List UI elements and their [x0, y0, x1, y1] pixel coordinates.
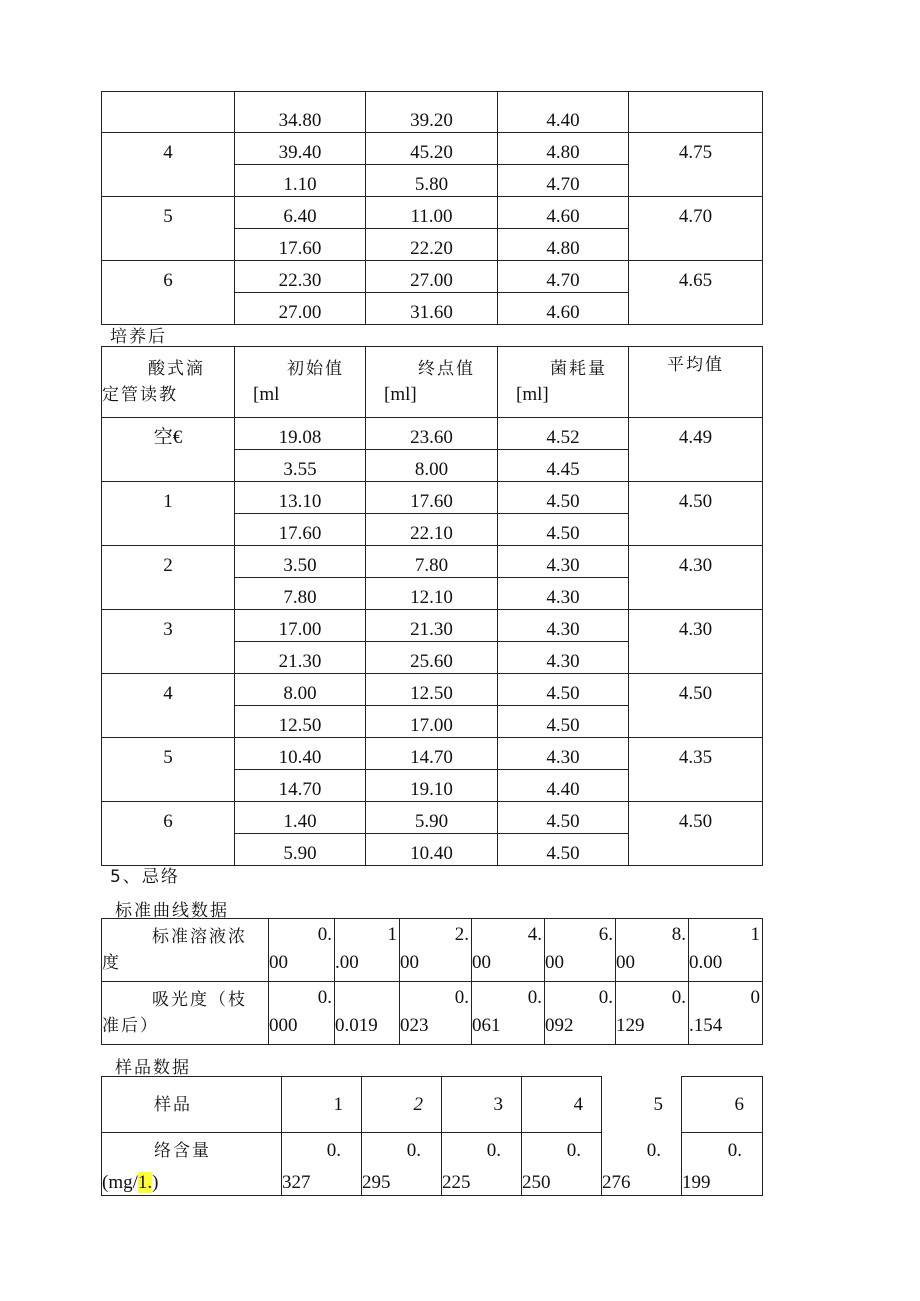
consumption-value: 4.50 — [498, 514, 629, 546]
chromium-content-label: 络含量 (mg/1.) — [102, 1133, 282, 1196]
initial-value: 6.40 — [235, 197, 366, 229]
consumption-value: 4.30 — [498, 546, 629, 578]
group-cell: 4 — [102, 133, 235, 197]
absorbance-value: 0. 129 — [616, 982, 689, 1045]
chromium-content-value: 0. 250 — [522, 1133, 602, 1196]
initial-value: 22.30 — [235, 261, 366, 293]
end-value: 45.20 — [366, 133, 498, 165]
initial-value: 34.80 — [235, 92, 366, 133]
absorbance-value: 0.019 — [335, 982, 400, 1045]
consumption-value: 4.70 — [498, 165, 629, 197]
absorbance-value: 0. 023 — [400, 982, 472, 1045]
end-value: 5.80 — [366, 165, 498, 197]
end-value: 10.40 — [366, 834, 498, 866]
consumption-value: 4.30 — [498, 578, 629, 610]
concentration-value: 1 .00 — [335, 919, 400, 982]
average-cell: 4.50 — [629, 482, 763, 546]
group-cell: 6 — [102, 261, 235, 325]
average-cell: 4.50 — [629, 674, 763, 738]
initial-value: 17.00 — [235, 610, 366, 642]
group-cell: 5 — [102, 197, 235, 261]
initial-value: 12.50 — [235, 706, 366, 738]
header-row — [102, 347, 763, 418]
consumption-value: 4.60 — [498, 293, 629, 325]
chromium-content-value: 0. 225 — [442, 1133, 522, 1196]
absorbance-row — [102, 982, 763, 1045]
absorbance-value: 0. 061 — [472, 982, 545, 1045]
titration-table-after — [101, 346, 763, 866]
table-row — [102, 418, 763, 450]
initial-value: 1.40 — [235, 802, 366, 834]
end-value: 5.90 — [366, 802, 498, 834]
concentration-value: 6. 00 — [545, 919, 616, 982]
caption-sample-data: 样品数据 — [115, 1058, 191, 1078]
chromium-content-value: 0. 295 — [362, 1133, 442, 1196]
caption-standard-curve: 标准曲线数据 — [115, 901, 229, 921]
average-cell: 4.35 — [629, 738, 763, 802]
end-value: 31.60 — [366, 293, 498, 325]
sample-data-table — [101, 1076, 763, 1196]
end-value: 19.10 — [366, 770, 498, 802]
end-value: 22.20 — [366, 229, 498, 261]
section-5-heading: 5、忌络 — [110, 867, 180, 887]
average-cell: 4.75 — [629, 133, 763, 197]
end-value: 7.80 — [366, 546, 498, 578]
consumption-value: 4.70 — [498, 261, 629, 293]
initial-value: 17.60 — [235, 514, 366, 546]
end-value: 11.00 — [366, 197, 498, 229]
initial-value: 17.60 — [235, 229, 366, 261]
consumption-value: 4.30 — [498, 642, 629, 674]
consumption-value: 4.40 — [498, 92, 629, 133]
caption-after-culture: 培养后 — [110, 327, 167, 347]
table-row — [102, 802, 763, 834]
sample-label: 样品 — [102, 1077, 282, 1133]
consumption-value: 4.40 — [498, 770, 629, 802]
absorbance-value: 0 .154 — [689, 982, 763, 1045]
chromium-content-row — [102, 1133, 763, 1196]
concentration-value: 1 0.00 — [689, 919, 763, 982]
consumption-value: 4.30 — [498, 610, 629, 642]
group-cell: 5 — [102, 738, 235, 802]
header-average: 平均值 — [629, 347, 763, 418]
end-value: 23.60 — [366, 418, 498, 450]
sample-number: 2 — [362, 1077, 442, 1133]
initial-value: 10.40 — [235, 738, 366, 770]
titration-table-continued — [101, 91, 763, 325]
initial-value: 39.40 — [235, 133, 366, 165]
consumption-value: 4.60 — [498, 197, 629, 229]
concentration-row — [102, 919, 763, 982]
initial-value: 3.55 — [235, 450, 366, 482]
average-cell: 4.65 — [629, 261, 763, 325]
average-cell: 4.30 — [629, 610, 763, 674]
header-consumption: 菌耗量 [ml] — [498, 347, 629, 418]
end-value: 12.10 — [366, 578, 498, 610]
concentration-value: 8. 00 — [616, 919, 689, 982]
initial-value: 5.90 — [235, 834, 366, 866]
table-row — [102, 92, 763, 133]
table-row — [102, 482, 763, 514]
chromium-content-value: 0. 276 — [602, 1133, 682, 1196]
initial-value: 21.30 — [235, 642, 366, 674]
consumption-value: 4.45 — [498, 450, 629, 482]
group-cell: 3 — [102, 610, 235, 674]
concentration-value: 2. 00 — [400, 919, 472, 982]
sample-number: 1 — [282, 1077, 362, 1133]
concentration-label: 标准溶液浓 度 — [102, 919, 269, 982]
consumption-value: 4.50 — [498, 482, 629, 514]
table-row — [102, 133, 763, 165]
group-cell: 4 — [102, 674, 235, 738]
consumption-value: 4.80 — [498, 229, 629, 261]
average-cell — [629, 92, 763, 133]
header-initial: 初始值 [ml — [235, 347, 366, 418]
group-cell: 2 — [102, 546, 235, 610]
end-value: 22.10 — [366, 514, 498, 546]
initial-value: 14.70 — [235, 770, 366, 802]
consumption-value: 4.50 — [498, 802, 629, 834]
absorbance-value: 0. 092 — [545, 982, 616, 1045]
end-value: 14.70 — [366, 738, 498, 770]
sample-number: 6 — [682, 1077, 763, 1133]
initial-value: 13.10 — [235, 482, 366, 514]
group-cell: 1 — [102, 482, 235, 546]
initial-value: 27.00 — [235, 293, 366, 325]
header-end: 终点值 [ml] — [366, 347, 498, 418]
consumption-value: 4.80 — [498, 133, 629, 165]
chromium-content-value: 0. 327 — [282, 1133, 362, 1196]
sample-number: 3 — [442, 1077, 522, 1133]
table-row — [102, 674, 763, 706]
table-row — [102, 738, 763, 770]
standard-curve-table — [101, 918, 763, 1045]
end-value: 25.60 — [366, 642, 498, 674]
table-row — [102, 610, 763, 642]
concentration-value: 0. 00 — [269, 919, 335, 982]
group-cell: 6 — [102, 802, 235, 866]
initial-value: 7.80 — [235, 578, 366, 610]
end-value: 12.50 — [366, 674, 498, 706]
table-row — [102, 546, 763, 578]
header-burette: 酸式滴 定管读教 — [102, 347, 235, 418]
end-value: 8.00 — [366, 450, 498, 482]
chromium-content-value: 0. 199 — [682, 1133, 763, 1196]
consumption-value: 4.50 — [498, 674, 629, 706]
consumption-value: 4.30 — [498, 738, 629, 770]
consumption-value: 4.50 — [498, 706, 629, 738]
average-cell: 4.50 — [629, 802, 763, 866]
sample-number: 5 — [602, 1077, 682, 1133]
group-cell: 空€ — [102, 418, 235, 482]
table-row — [102, 197, 763, 229]
average-cell: 4.30 — [629, 546, 763, 610]
end-value: 17.60 — [366, 482, 498, 514]
table-row — [102, 261, 763, 293]
initial-value: 8.00 — [235, 674, 366, 706]
end-value: 17.00 — [366, 706, 498, 738]
end-value: 27.00 — [366, 261, 498, 293]
end-value: 39.20 — [366, 92, 498, 133]
absorbance-value: 0. 000 — [269, 982, 335, 1045]
consumption-value: 4.50 — [498, 834, 629, 866]
consumption-value: 4.52 — [498, 418, 629, 450]
concentration-value: 4. 00 — [472, 919, 545, 982]
initial-value: 3.50 — [235, 546, 366, 578]
sample-row — [102, 1077, 763, 1133]
absorbance-label: 吸光度（枝 准后） — [102, 982, 269, 1045]
initial-value: 19.08 — [235, 418, 366, 450]
average-cell: 4.70 — [629, 197, 763, 261]
average-cell: 4.49 — [629, 418, 763, 482]
group-cell — [102, 92, 235, 133]
sample-number: 4 — [522, 1077, 602, 1133]
initial-value: 1.10 — [235, 165, 366, 197]
end-value: 21.30 — [366, 610, 498, 642]
